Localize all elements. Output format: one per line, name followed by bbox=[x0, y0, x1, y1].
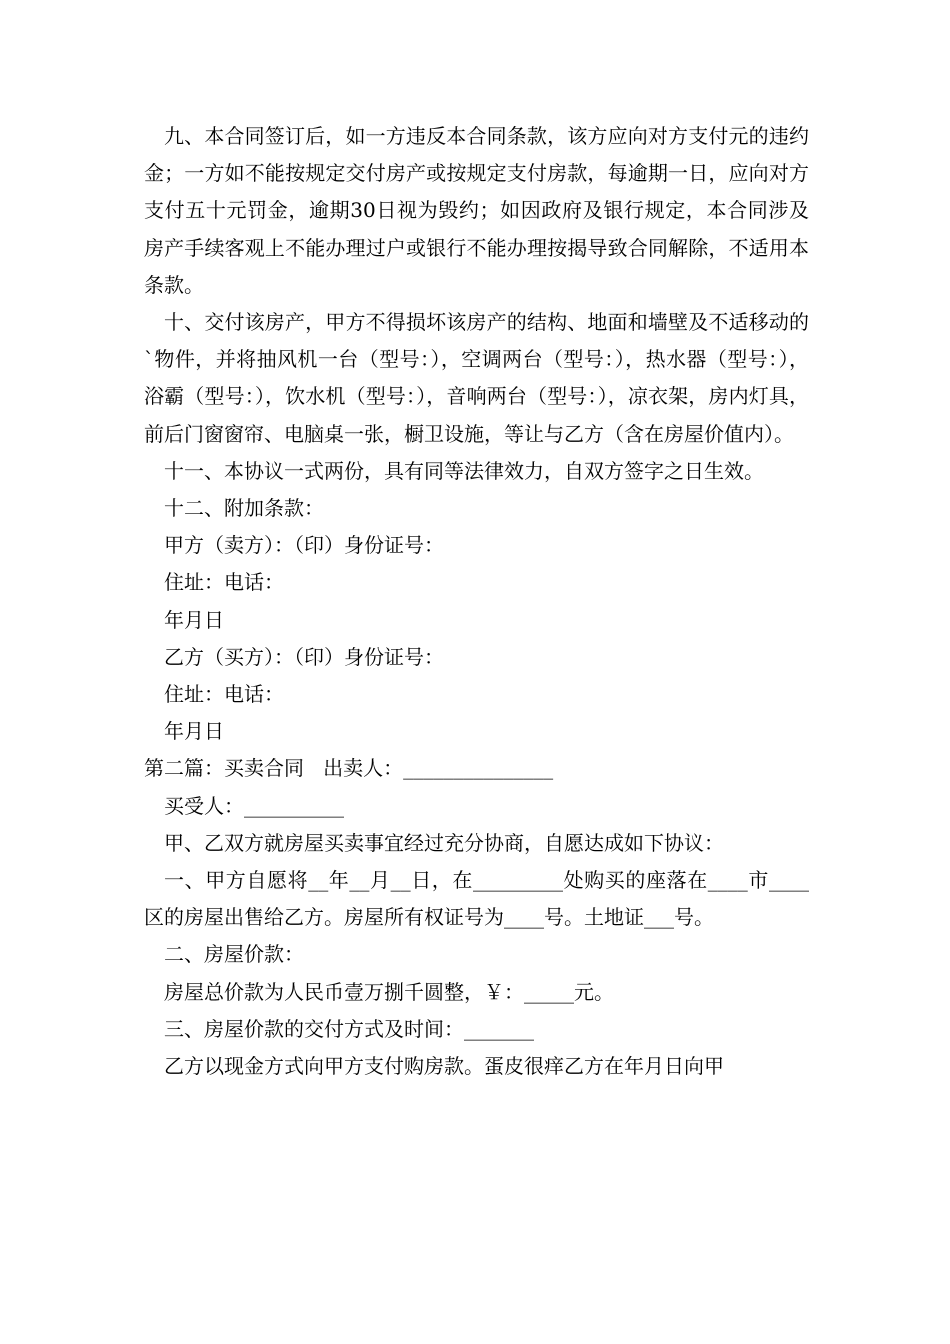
clause-11-paragraph: 十一、本协议一式两份，具有同等法律效力，自双方签字之日生效。 bbox=[164, 458, 764, 483]
section-2-title: 第二篇：买卖合同 出卖人：_______________ bbox=[144, 756, 554, 781]
document-page bbox=[144, 118, 809, 1085]
payment-detail-line: 乙方以现金方式向甲方支付购房款。蛋皮很痒乙方在年月日向甲 bbox=[164, 1054, 724, 1079]
party-a-line: 甲方（卖方）：（印）身份证号： bbox=[164, 533, 444, 558]
party-b-address-line: 住址：电话： bbox=[164, 682, 284, 707]
clause-10-paragraph: 十、交付该房产，甲方不得损坏该房产的结构、地面和墙壁及不适移动的`物件，并将抽风机一台（型号：），空调两台（型号：），热水器（型号：），浴霸（型号：），饮水机（型号：），音响两台（型号：），凉衣架，房内灯具，前后门窗窗帘、电脑桌一张，橱卫设施，等让与乙方（含在房屋价值内）。 bbox=[144, 310, 809, 446]
party-b-date-line: 年月日 bbox=[164, 719, 224, 744]
payment-method-line: 三、房屋价款的交付方式及时间：_______ bbox=[164, 1016, 534, 1041]
party-b-line: 乙方（买方）：（印）身份证号： bbox=[164, 644, 444, 669]
buyer-line: 买受人：__________ bbox=[164, 793, 344, 818]
clause-1-paragraph: 一、甲方自愿将__年__月__日，在_________处购买的座落在____市____区的房屋出售给乙方。房屋所有权证号为____号。土地证___号。 bbox=[144, 868, 809, 930]
price-heading-line: 二、房屋价款： bbox=[164, 942, 304, 967]
party-a-date-line: 年月日 bbox=[164, 607, 224, 632]
clause-9-paragraph: 九、本合同签订后，如一方违反本合同条款，该方应向对方支付元的违约金；一方如不能按规定交付房产或按规定支付房款，每逾期一日，应向对方支付五十元罚金，逾期30日视为毁约；如因政府及银行规定，本合同涉及房产手续客观上不能办理过户或银行不能办理按揭导致合同解除，不适用本条款。 bbox=[144, 124, 809, 297]
price-total-line: 房屋总价款为人民币壹万捌千圆整，￥：_____元。 bbox=[164, 979, 614, 1004]
agreement-intro-line: 甲、乙双方就房屋买卖事宜经过充分协商，自愿达成如下协议： bbox=[164, 830, 724, 855]
party-a-address-line: 住址：电话： bbox=[164, 570, 284, 595]
clause-12-heading: 十二、附加条款： bbox=[164, 496, 324, 521]
